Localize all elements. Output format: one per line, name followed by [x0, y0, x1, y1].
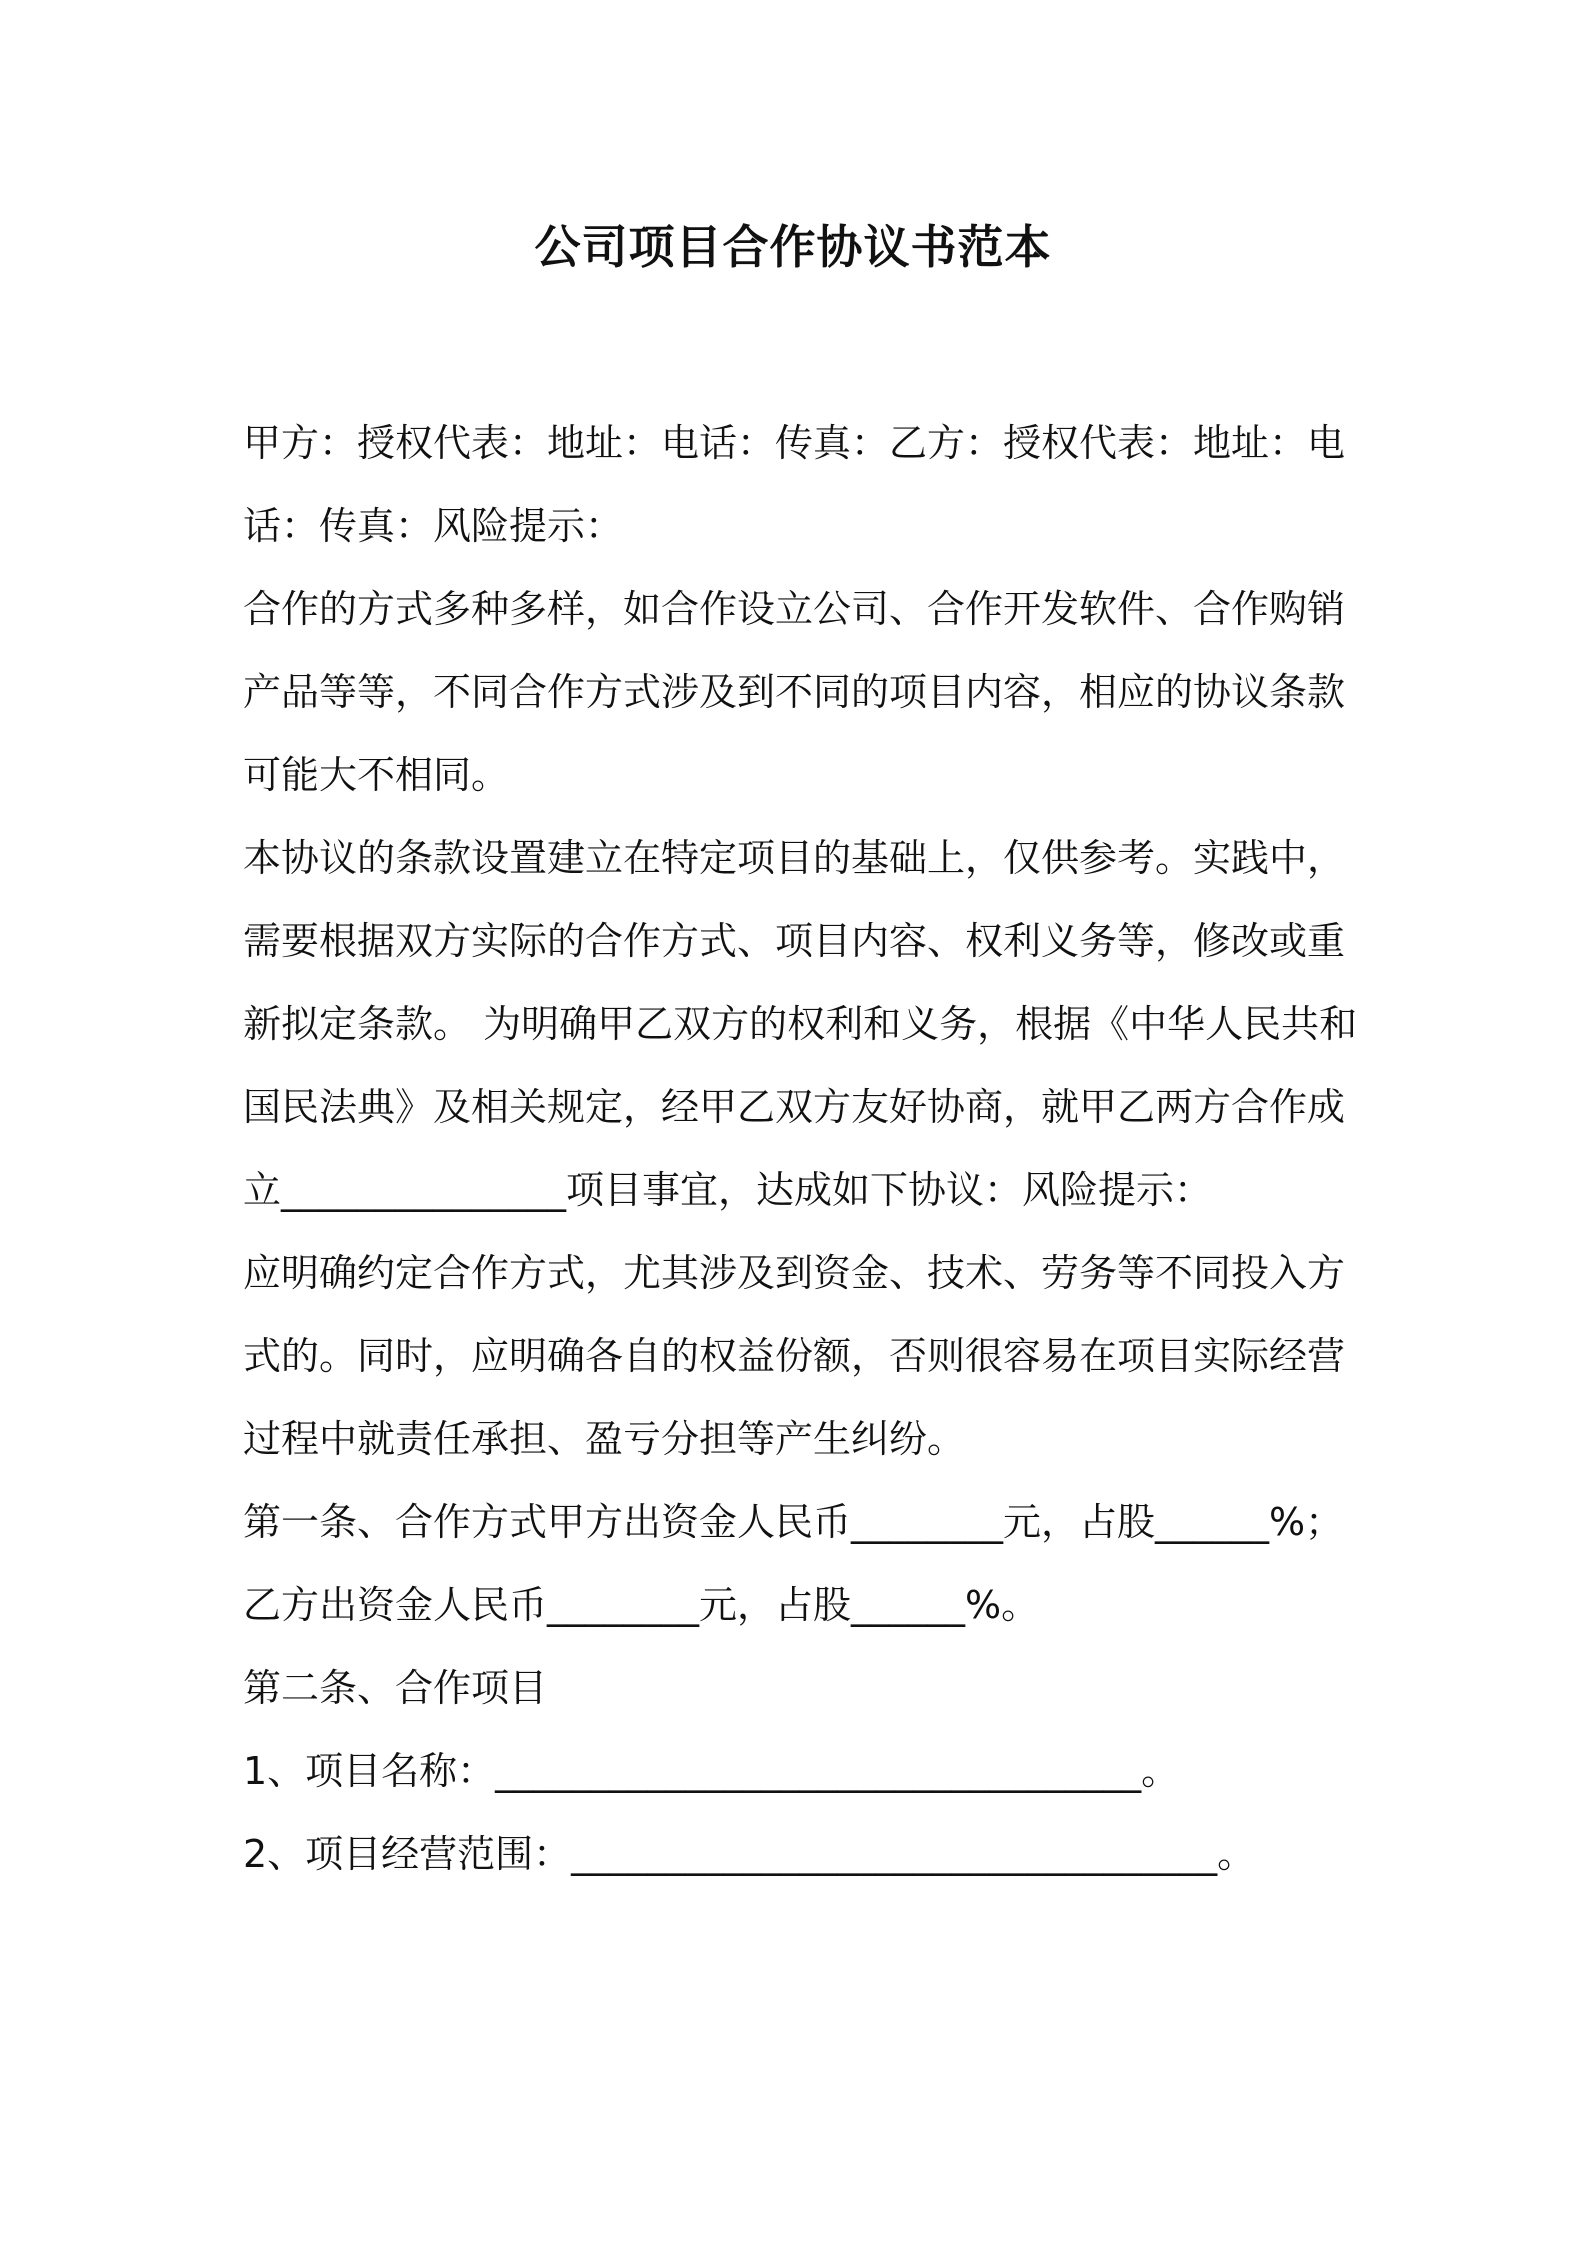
article-1-paragraph: 第一条、合作方式甲方出资金人民币________元，占股______%；乙方出资金人民币________元，占股______%。	[243, 1500, 1344, 1627]
risk-note-paragraph-2: 应明确约定合作方式，尤其涉及到资金、技术、劳务等不同投入方式的。同时，应明确各自的权益份额，否则很容易在项目实际经营过程中就责任承担、盈亏分担等产生纠纷。	[243, 1251, 1346, 1461]
document-body	[243, 402, 1363, 1896]
party-info-paragraph: 甲方：授权代表：地址：电话：传真：乙方：授权代表：地址：电话：传真：风险提示：	[243, 421, 1346, 548]
project-scope-line: 2、项目经营范围：__________________________________。	[243, 1832, 1256, 1876]
project-name-line: 1、项目名称：__________________________________。	[243, 1749, 1180, 1793]
article-2-heading: 第二条、合作项目	[243, 1666, 548, 1710]
risk-note-paragraph: 合作的方式多种多样，如合作设立公司、合作开发软件、合作购销产品等等，不同合作方式涉及到不同的项目内容，相应的协议条款可能大不相同。	[243, 587, 1346, 797]
document-title: 公司项目合作协议书范本	[534, 220, 1052, 274]
agreement-purpose-paragraph: 本协议的条款设置建立在特定项目的基础上，仅供参考。实践中，需要根据双方实际的合作方式、项目内容、权利义务等，修改或重新拟定条款。 为明确甲乙双方的权利和义务，根据《中华人民共和国民法典》及相关规定，经甲乙双方友好协商，就甲乙两方合作成立_______________项目事宜，达成如下协议：风险提示：	[243, 836, 1358, 1212]
